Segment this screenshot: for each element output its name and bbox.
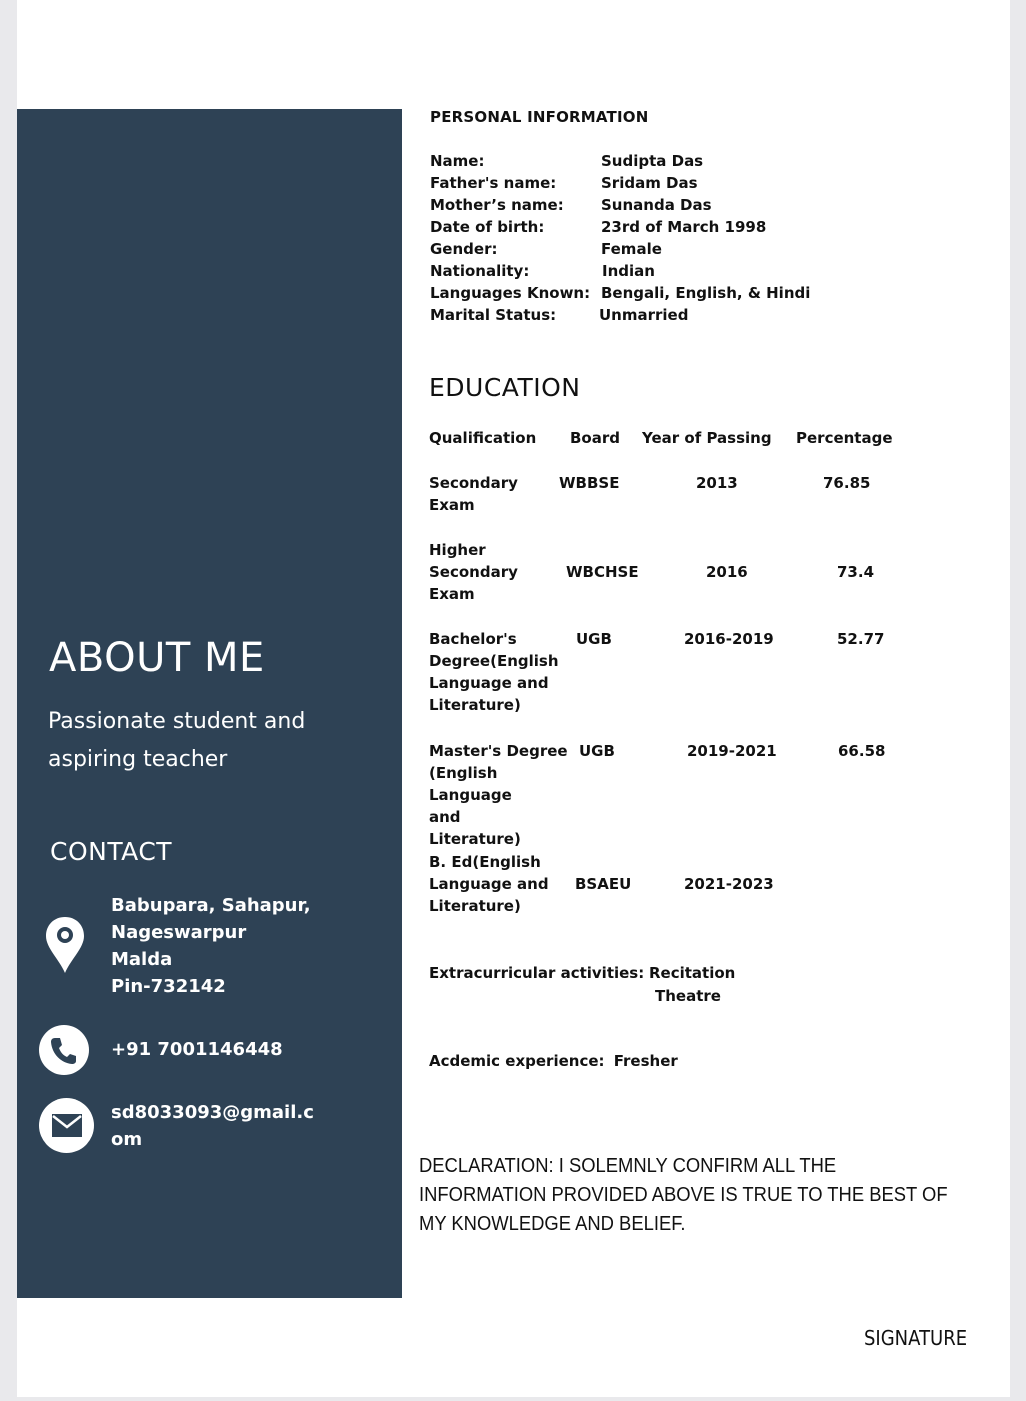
experience-value: Fresher <box>613 1052 678 1070</box>
field-label: Gender: <box>430 240 498 258</box>
education-title: EDUCATION <box>429 373 581 402</box>
envelope-icon <box>39 1098 94 1153</box>
edu-cell-qualification: Master's Degree (English Language and Literature) <box>429 742 568 848</box>
about-title: ABOUT ME <box>49 635 265 681</box>
signature-label: SIGNATURE <box>864 1326 968 1350</box>
field-value: 23rd of March 1998 <box>601 218 767 236</box>
edu-header-percentage: Percentage <box>796 429 893 447</box>
edu-cell-qualification: B. Ed(English Language and Literature) <box>429 853 549 915</box>
experience-label: Acdemic experience: <box>429 1052 605 1070</box>
extracurricular-value: Theatre <box>655 987 721 1005</box>
edu-cell-year: 2016-2019 <box>684 630 774 648</box>
field-label: Name: <box>430 152 485 170</box>
field-label: Nationality: <box>430 262 530 280</box>
phone-text[interactable]: +91 7001146448 <box>111 1039 283 1060</box>
address-text: Babupara, Sahapur, Nageswarpur Malda Pin-732142 <box>111 895 311 997</box>
field-label: Father's name: <box>430 174 557 192</box>
contact-title: CONTACT <box>50 837 173 866</box>
declaration-text: DECLARATION: I SOLEMNLY CONFIRM ALL THE INFORMATION PROVIDED ABOVE IS TRUE TO THE BEST OF MY KNOWLEDGE AND BELIEF. <box>419 1155 948 1235</box>
edu-cell-percentage: 73.4 <box>837 563 875 581</box>
edu-header-board: Board <box>570 429 620 447</box>
edu-cell-year: 2016 <box>706 563 748 581</box>
main-content <box>402 0 1010 1401</box>
edu-cell-board: UGB <box>576 630 612 648</box>
edu-cell-board: BSAEU <box>575 875 632 893</box>
field-label: Mother’s name: <box>430 196 564 214</box>
edu-cell-percentage: 76.85 <box>823 474 871 492</box>
edu-cell-qualification: Secondary Exam <box>429 474 518 514</box>
phone-icon <box>39 1025 89 1075</box>
about-text: Passionate student and aspiring teacher <box>48 709 306 772</box>
extracurricular-value: Recitation <box>649 964 736 982</box>
edu-header-qualification: Qualification <box>429 429 537 447</box>
edu-cell-board: UGB <box>579 742 615 760</box>
personal-info-title: PERSONAL INFORMATION <box>430 108 649 126</box>
edu-cell-board: WBBSE <box>559 474 620 492</box>
field-value: Female <box>601 240 662 258</box>
field-value: Sridam Das <box>601 174 698 192</box>
edu-cell-year: 2013 <box>696 474 738 492</box>
field-value: Bengali, English, & Hindi <box>601 284 811 302</box>
field-value: Sunanda Das <box>601 196 712 214</box>
edu-cell-board: WBCHSE <box>566 563 639 581</box>
sidebar <box>17 109 402 1298</box>
edu-cell-percentage: 52.77 <box>837 630 885 648</box>
field-label: Languages Known: <box>430 284 591 302</box>
edu-cell-year: 2019-2021 <box>687 742 777 760</box>
edu-cell-qualification: Higher Secondary Exam <box>429 541 518 603</box>
edu-header-year: Year of Passing <box>642 429 772 447</box>
academic-experience <box>429 1052 678 1070</box>
field-value: Unmarried <box>599 306 689 324</box>
edu-cell-percentage: 66.58 <box>838 742 886 760</box>
field-value: Indian <box>602 262 655 280</box>
extracurricular-label: Extracurricular activities: <box>429 964 645 982</box>
field-value: Sudipta Das <box>601 152 704 170</box>
email-text[interactable]: sd8033093@gmail.com <box>111 1102 314 1150</box>
edu-cell-qualification: Bachelor's Degree(English Language and Literature) <box>429 630 559 714</box>
field-label: Date of birth: <box>430 218 545 236</box>
location-pin-icon <box>45 915 85 979</box>
edu-cell-year: 2021-2023 <box>684 875 774 893</box>
field-label: Marital Status: <box>430 306 557 324</box>
